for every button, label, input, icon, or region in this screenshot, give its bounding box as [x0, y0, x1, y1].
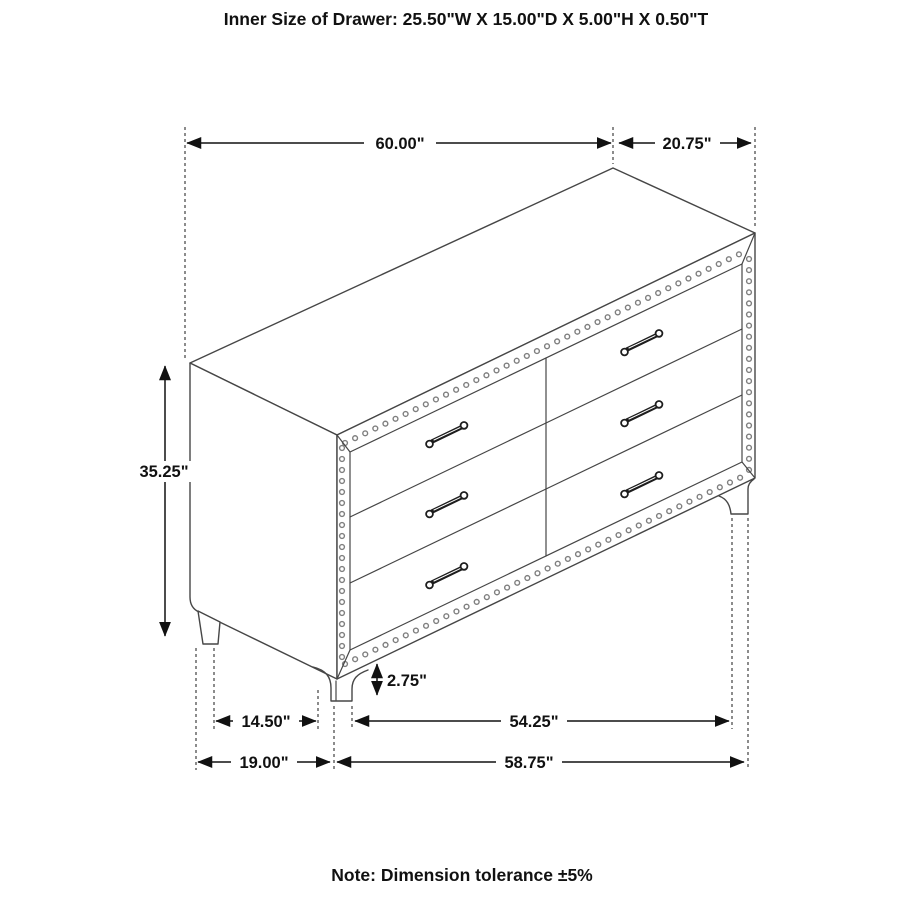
dimension-label-front-leg-span: 54.25" — [509, 713, 559, 731]
tolerance-note: Note: Dimension tolerance ±5% — [331, 865, 593, 885]
dimension-label-base-depth: 19.00" — [239, 754, 289, 772]
dimension-label-overall-width: 60.00" — [375, 135, 425, 153]
dimension-label-leg-height: 2.75" — [387, 672, 427, 690]
dimension-label-overall-height: 35.25" — [139, 463, 189, 481]
dimension-label-leg-spacing-depth: 14.50" — [241, 713, 291, 731]
dimension-label-base-width: 58.75" — [504, 754, 554, 772]
dimension-label-overall-depth: 20.75" — [662, 135, 712, 153]
diagram-title: Inner Size of Drawer: 25.50"W X 15.00"D X 5.00"H X 0.50"T — [223, 9, 709, 29]
dresser-figure — [190, 168, 755, 701]
